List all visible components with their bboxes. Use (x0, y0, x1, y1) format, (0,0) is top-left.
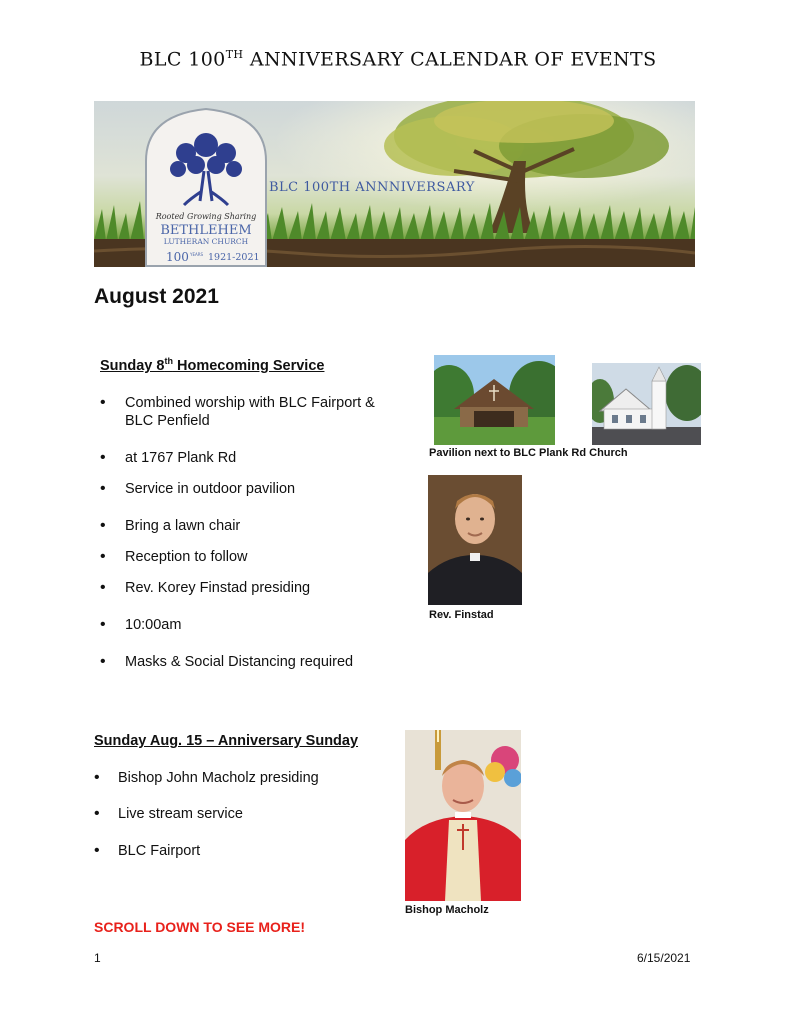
bishop-photo (405, 730, 521, 901)
bishop-caption: Bishop Macholz (405, 904, 489, 916)
banner-scene (94, 101, 695, 267)
pastor-photo (428, 475, 522, 605)
svg-text:1921-2021: 1921-2021 (208, 252, 260, 263)
svg-text:BETHLEHEM: BETHLEHEM (160, 223, 252, 238)
document-title: BLC 100TH ANNIVERSARY CALENDAR OF EVENTS (139, 48, 657, 71)
svg-text:Rooted Growing Sharing: Rooted Growing Sharing (155, 212, 257, 221)
church-logo (146, 109, 266, 266)
month-heading: August 2021 (94, 285, 219, 308)
svg-text:LUTHERAN CHURCH: LUTHERAN CHURCH (163, 237, 249, 246)
event-title-homecoming: Sunday 8th Homecoming Service (100, 356, 325, 374)
pavilion-photo (434, 355, 555, 445)
pastor-caption: Rev. Finstad (429, 609, 494, 621)
scroll-down-notice: SCROLL DOWN TO SEE MORE! (94, 919, 306, 935)
anniversary-banner (94, 101, 695, 267)
pavilion-caption: Pavilion next to BLC Plank Rd Church (429, 447, 628, 459)
footer-date: 6/15/2021 (637, 951, 691, 965)
svg-text:YEARS: YEARS (190, 252, 204, 257)
page-number: 1 (94, 951, 101, 965)
church-photo (592, 363, 701, 445)
event-title-anniversary: Sunday Aug. 15 – Anniversary Sunday (94, 733, 359, 749)
svg-text:100: 100 (166, 250, 189, 264)
banner-caption: BLC 100TH ANNNIVERSARY (269, 180, 475, 195)
